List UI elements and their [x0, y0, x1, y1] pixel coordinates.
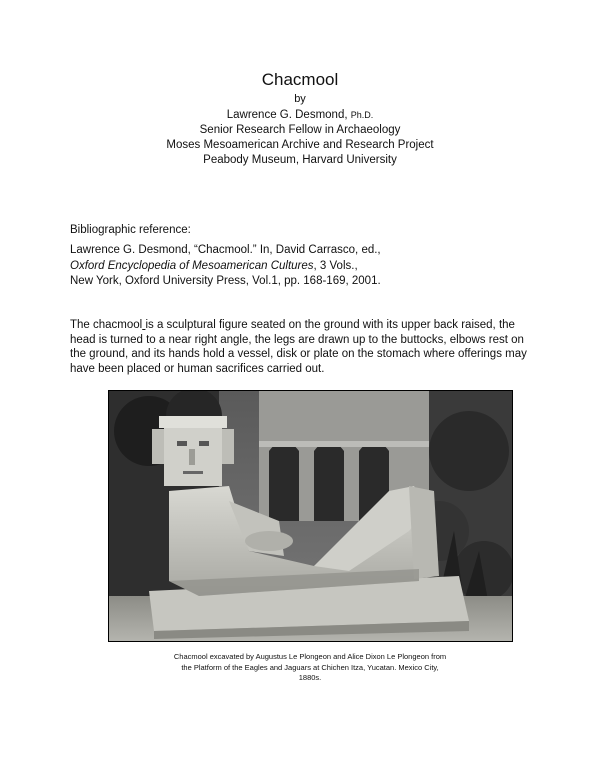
paragraph-text: is a sculptural figure seated on the ground with its upper back raised, the head is turned to a near right angle, the legs are drawn up to the buttocks, elbows rest on the ground, and its hands hold a vessel, disk or plate on the stomach where offerings may have been placed or human sacrifices carried out.	[70, 319, 527, 375]
chacmool-photograph	[108, 390, 513, 642]
byline: by	[294, 93, 306, 105]
body-paragraph	[70, 318, 540, 376]
chacmool-sculpture-illustration	[109, 391, 512, 641]
reference-line-3: New York, Oxford University Press, Vol.1, pp. 168-169, 2001.	[70, 275, 381, 287]
volumes-text: , 3 Vols.,	[313, 259, 358, 272]
author-degree: Ph.D.	[350, 110, 374, 120]
caption-line-3: 1880s.	[298, 673, 322, 682]
author-position: Senior Research Fellow in Archaeology	[199, 124, 401, 136]
reference-line-1: Lawrence G. Desmond, “Chacmool.” In, David Carrasco, ed.,	[70, 244, 381, 256]
paragraph-intro: The chacmool	[70, 319, 143, 331]
encyclopedia-title: Oxford Encyclopedia of Mesoamerican Cultures	[70, 259, 314, 272]
caption-line-2: the Platform of the Eagles and Jaguars at Chichen Itza, Yucatan. Mexico City,	[181, 662, 439, 672]
bibliography-heading: Bibliographic reference:	[70, 224, 191, 236]
author-institution: Peabody Museum, Harvard University	[203, 154, 397, 166]
document-title: Chacmool	[261, 70, 339, 89]
author-name: Lawrence G. Desmond,	[226, 109, 348, 121]
figure-caption	[135, 652, 485, 684]
author-block	[0, 108, 600, 168]
reference-line-2	[70, 259, 381, 275]
author-project: Moses Mesoamerican Archive and Research Project	[166, 139, 434, 151]
author-line	[0, 108, 600, 123]
bibliographic-reference	[70, 243, 381, 290]
caption-line-1: Chacmool excavated by Augustus Le Plongeon and Alice Dixon Le Plongeon from	[173, 652, 447, 661]
